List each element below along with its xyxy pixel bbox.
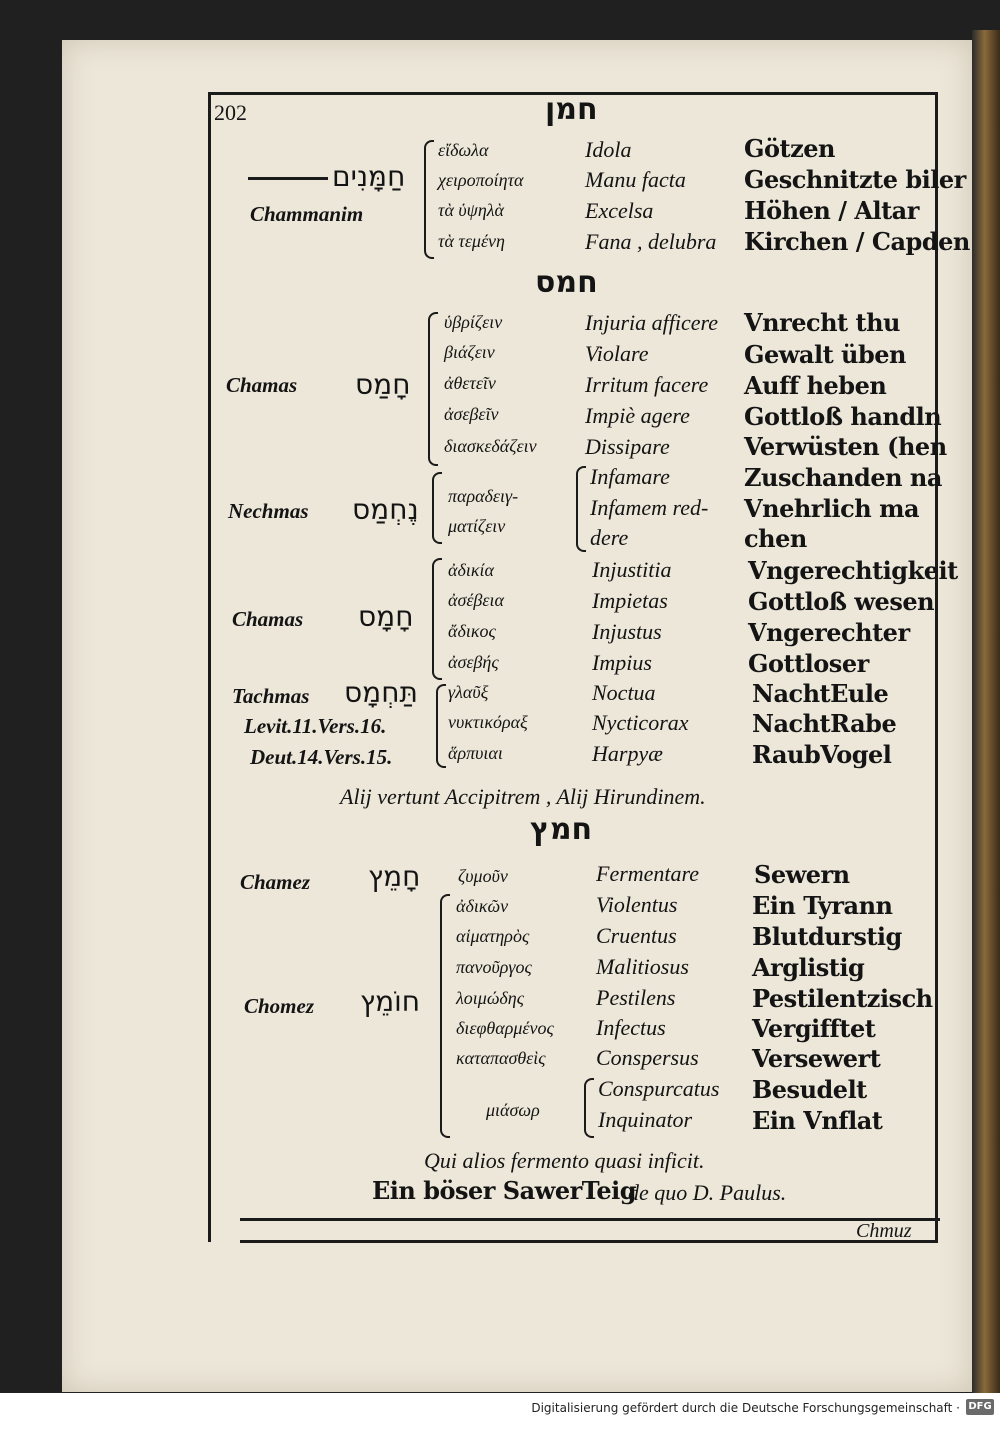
brace (576, 466, 586, 552)
translit-entry: Tachmas (232, 684, 310, 708)
greek-word: καταπασθεὶς (456, 1048, 546, 1068)
latin-word: Nycticorax (592, 710, 689, 735)
greek-word: ματίζειν (448, 516, 506, 536)
greek-word: ἀσεβεῖν (444, 404, 499, 424)
latin-word: Irritum facere (585, 372, 709, 397)
latin-word: Noctua (592, 680, 656, 705)
dfg-logo: DFG (966, 1399, 994, 1415)
translit-entry: Chamez (240, 870, 311, 894)
hebrew-entry: חוֹמֵץ (360, 985, 421, 1018)
german-word: Versewert (752, 1044, 881, 1073)
section-dash (248, 177, 328, 180)
greek-word: ἀσέβεια (448, 590, 504, 610)
translit-entry: Chomez (244, 994, 315, 1018)
greek-word: διεφθαρμένος (456, 1018, 554, 1038)
brace (432, 472, 442, 544)
greek-word: ἀδικῶν (456, 896, 509, 916)
greek-word: ἀσεβής (448, 652, 499, 672)
note-line: Alij vertunt Accipitrem , Alij Hirundinem. (340, 784, 706, 809)
bottom-rule (240, 1218, 940, 1221)
german-word: Höhen / Altar (744, 196, 919, 225)
latin-word: Inquinator (598, 1107, 693, 1132)
german-word: Arglistig (752, 953, 865, 982)
section-heading: חמס (535, 265, 598, 300)
latin-word: Violare (585, 341, 649, 366)
scripture-reference: Deut.14.Vers.15. (250, 745, 393, 769)
translit-entry: Chamas (226, 373, 298, 397)
german-word: Kirchen / Capden (744, 227, 970, 256)
hebrew-entry: נֶחְמַס (352, 493, 419, 526)
greek-word: τὰ ὑψηλὰ (438, 200, 505, 220)
greek-word: μιάσωρ (486, 1100, 540, 1120)
closing-latin: de quo D. Paulus. (628, 1180, 787, 1205)
greek-word: πανοῦργος (456, 957, 532, 977)
latin-word: Impiè agere (585, 403, 690, 428)
greek-word: ἀδικία (448, 560, 494, 580)
greek-word: χειροποίητα (438, 170, 524, 190)
greek-word: αἱματηρὸς (456, 926, 530, 946)
latin-word: Idola (585, 137, 632, 162)
latin-word: Manu facta (585, 167, 686, 192)
greek-word: ὑβρίζειν (444, 312, 503, 332)
brace (584, 1078, 594, 1138)
german-word: Ein Vnflat (752, 1106, 883, 1135)
latin-word: Conspersus (596, 1045, 699, 1070)
latin-word: Malitiosus (596, 954, 689, 979)
greek-word: ἀθετεῖν (444, 373, 496, 393)
scripture-reference: Levit.11.Vers.16. (244, 714, 387, 738)
greek-word: παραδειγ- (448, 486, 519, 506)
footer-bar (0, 1393, 1000, 1433)
latin-word: Excelsa (585, 198, 654, 223)
brace (428, 312, 438, 466)
german-word: Vngerechtigkeit (748, 556, 958, 585)
greek-word: τὰ τεμένη (438, 231, 505, 251)
german-word: Ein Tyrann (752, 891, 893, 920)
section-heading: חמץ (530, 812, 593, 847)
hebrew-entry: חָמַס (355, 368, 411, 401)
german-word: Vnrecht thu (744, 308, 900, 337)
german-word: Zuschanden na (744, 463, 942, 492)
german-word: Götzen (744, 134, 835, 163)
latin-word: Impius (592, 650, 652, 675)
translit-entry: Chammanim (250, 202, 364, 226)
brace (436, 684, 446, 768)
german-word: Vngerechter (748, 618, 910, 647)
german-word: chen (744, 524, 807, 553)
german-word: Besudelt (752, 1075, 867, 1104)
greek-word: βιάζειν (444, 342, 495, 362)
footer-credit: Digitalisierung gefördert durch die Deutsche Forschungsgemeinschaft · (531, 1401, 960, 1415)
german-word: Geschnitzte biler (744, 165, 966, 194)
greek-word: ἄδικος (448, 621, 496, 641)
hebrew-entry: חָמֵץ (368, 860, 421, 893)
greek-word: γλαῦξ (448, 682, 489, 702)
brace (424, 140, 434, 259)
left-rule (208, 92, 211, 1242)
greek-word: εἴδωλα (438, 140, 489, 160)
translit-entry: Nechmas (228, 499, 309, 523)
latin-word: Pestilens (596, 985, 676, 1010)
german-word: RaubVogel (752, 740, 892, 769)
latin-word: Impietas (592, 588, 668, 613)
hebrew-entry: חָמָס (358, 600, 414, 633)
latin-word: Harpyæ (592, 741, 663, 766)
lower-rule (240, 1240, 938, 1243)
closing-german: Ein böser SawerTeig (372, 1176, 637, 1205)
book-spine (972, 30, 1000, 1395)
german-word: Blutdurstig (752, 922, 902, 951)
greek-word: ζυμοῦν (458, 866, 508, 886)
greek-word: λοιμώδης (456, 988, 524, 1008)
german-word: Verwüsten (hen (744, 432, 947, 461)
latin-word: Conspurcatus (598, 1076, 720, 1101)
greek-word: διασκεδάζειν (444, 436, 537, 456)
hebrew-entry: חַמָּנִים (332, 160, 406, 193)
german-word: NachtEule (752, 679, 889, 708)
german-word: Sewern (754, 860, 850, 889)
latin-word: Cruentus (596, 923, 677, 948)
latin-word: Injustitia (592, 557, 672, 582)
latin-word: Fana , delubra (585, 229, 717, 254)
german-word: NachtRabe (752, 709, 897, 738)
latin-word: dere (590, 525, 629, 550)
latin-word: Fermentare (596, 861, 700, 886)
catchword: Chmuz (856, 1220, 912, 1242)
german-word: Gewalt üben (744, 340, 906, 369)
german-word: Vnehrlich ma (744, 494, 920, 523)
greek-word: ἅρπυιαι (448, 743, 503, 763)
latin-word: Injustus (592, 619, 662, 644)
german-word: Gottloß wesen (748, 587, 935, 616)
latin-word: Infectus (596, 1015, 666, 1040)
latin-word: Infamare (590, 464, 670, 489)
german-word: Vergifftet (752, 1014, 876, 1043)
latin-word: Dissipare (585, 434, 670, 459)
hebrew-entry: תַּחְמָס (344, 676, 418, 709)
translit-entry: Chamas (232, 607, 304, 631)
german-word: Pestilentzisch (752, 984, 933, 1013)
latin-word: Injuria afficere (585, 310, 718, 335)
brace (432, 558, 442, 680)
brace (440, 894, 450, 1138)
page-number: 202 (214, 100, 247, 125)
german-word: Gottloß handln (744, 402, 942, 431)
closing-line: Qui alios fermento quasi inficit. (424, 1148, 705, 1173)
latin-word: Infamem red- (590, 495, 709, 520)
greek-word: νυκτικόραξ (448, 712, 528, 732)
german-word: Auff heben (744, 371, 887, 400)
german-word: Gottloser (748, 649, 869, 678)
right-rule (935, 92, 938, 1242)
latin-word: Violentus (596, 892, 678, 917)
header-hebrew: חמן (545, 92, 598, 127)
